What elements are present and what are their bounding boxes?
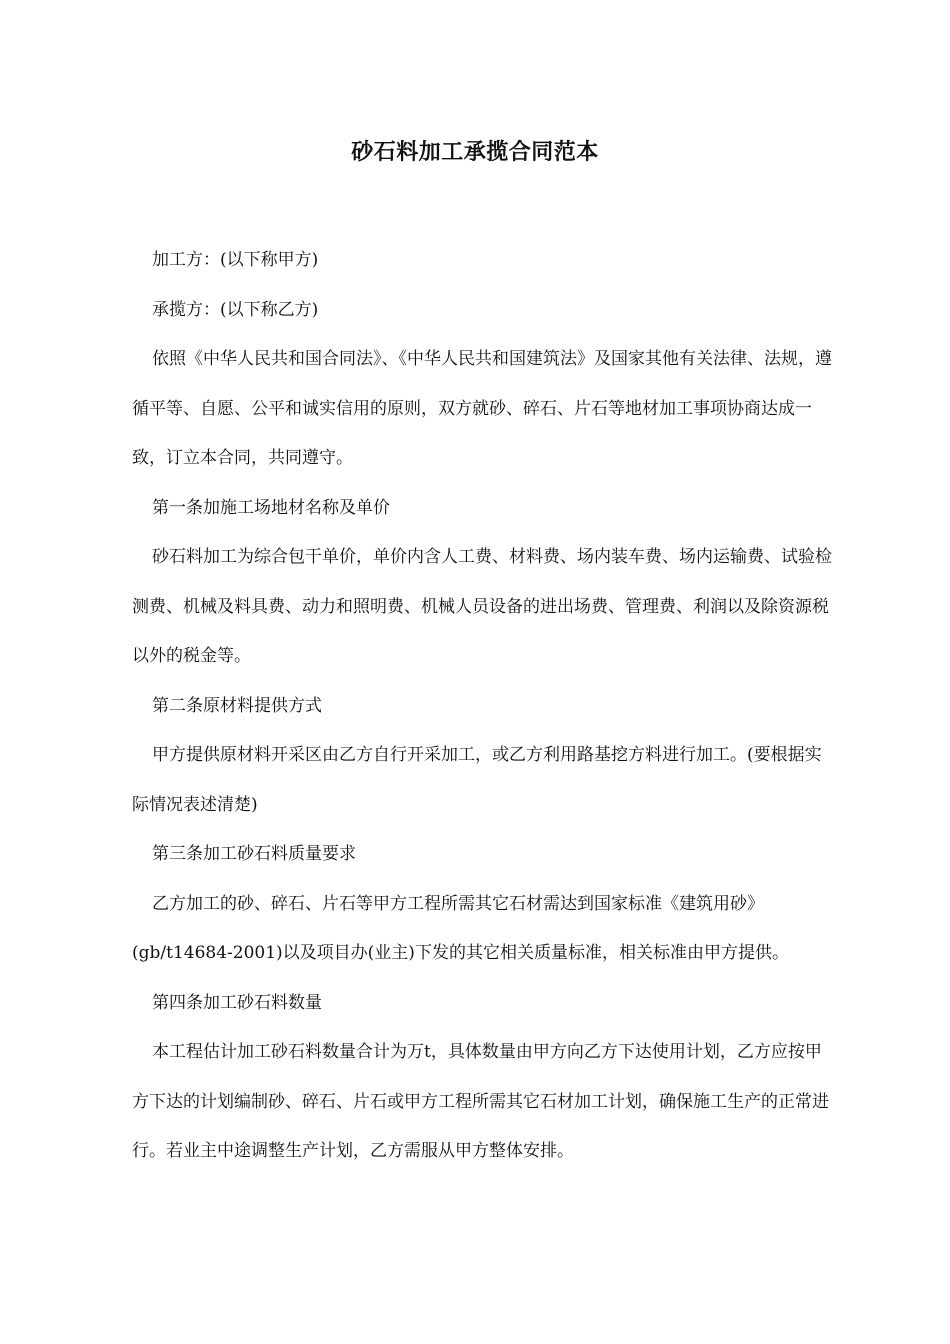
document-title: 砂石料加工承揽合同范本 <box>351 139 599 165</box>
article-2-heading: 第二条原材料提供方式 <box>152 695 322 716</box>
document-body <box>132 236 832 1177</box>
party-a-line: 加工方：(以下称甲方) <box>152 250 319 270</box>
article-1-heading: 第一条加施工场地材名称及单价 <box>152 497 390 518</box>
article-3-heading: 第三条加工砂石料质量要求 <box>152 844 356 864</box>
article-4-paragraph: 本工程估计加工砂石料数量合计为万t，具体数量由甲方向乙方下达使用计划，乙方应按甲方下达的计划编制砂、碎石、片石或甲方工程所需其它石材加工计划，确保施工生产的正常进行。若业主中途调整生产计划，乙方需服从甲方整体安排。 <box>132 1042 829 1161</box>
article-3-paragraph: 乙方加工的砂、碎石、片石等甲方工程所需其它石材需达到国家标准《建筑用砂》(gb/t14684-2001)以及项目办(业主)下发的其它相关质量标准，相关标准由甲方提供。 <box>132 893 789 963</box>
preamble-paragraph: 依照《中华人民共和国合同法》、《中华人民共和国建筑法》及国家其他有关法律、法规，遵循平等、自愿、公平和诚实信用的原则，双方就砂、碎石、片石等地材加工事项协商达成一致，订立本合同，共同遵守。 <box>132 349 832 468</box>
article-2-paragraph: 甲方提供原材料开采区由乙方自行开采加工，或乙方利用路基挖方料进行加工。(要根据实际情况表述清楚) <box>132 745 822 815</box>
party-b-line: 承揽方：(以下称乙方) <box>152 299 319 320</box>
article-1-paragraph: 砂石料加工为综合包干单价，单价内含人工费、材料费、场内装车费、场内运输费、试验检测费、机械及料具费、动力和照明费、机械人员设备的进出场费、管理费、利润以及除资源税以外的税金等。 <box>132 547 832 666</box>
article-4-heading: 第四条加工砂石料数量 <box>152 992 322 1013</box>
